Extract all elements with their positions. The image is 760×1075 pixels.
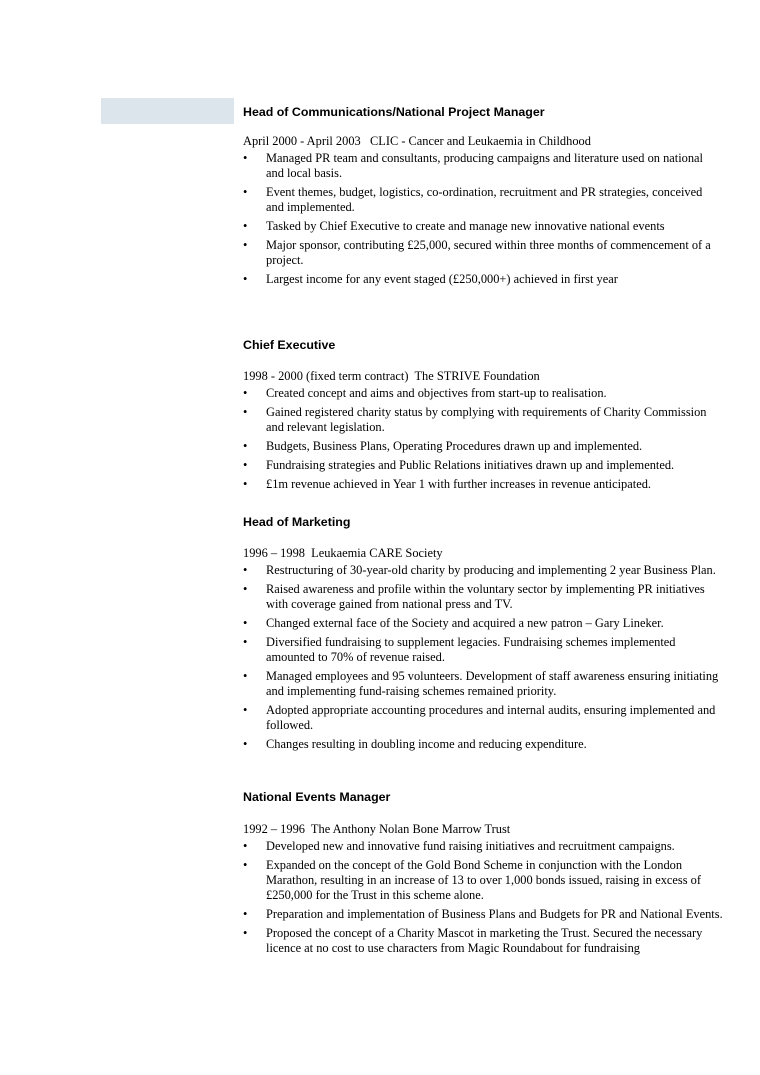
list-item: • Raised awareness and profile within the voluntary sector by implementing PR initiatives with coverage gained from national press and TV. <box>243 582 705 611</box>
job-title: National Events Manager <box>243 790 391 804</box>
list-item: • Developed new and innovative fund raising initiatives and recruitment campaigns. <box>243 839 675 853</box>
bullet-icon: • <box>243 703 248 717</box>
bullet-icon: • <box>243 737 248 751</box>
bullet-icon: • <box>243 582 248 596</box>
bullet-icon: • <box>243 839 248 853</box>
list-item: • £1m revenue achieved in Year 1 with further increases in revenue anticipated. <box>243 477 651 491</box>
bullet-icon: • <box>243 151 248 165</box>
bullet-icon: • <box>243 635 248 649</box>
section-marker-bar <box>101 98 234 124</box>
list-item: • Diversified fundraising to supplement legacies. Fundraising schemes implemented amounted to 70% of revenue raised. <box>243 635 676 664</box>
list-item: • Managed PR team and consultants, producing campaigns and literature used on national and local basis. <box>243 151 703 180</box>
list-item: • Event themes, budget, logistics, co-ordination, recruitment and PR strategies, conceived and implemented. <box>243 185 703 214</box>
bullet-list <box>243 386 723 492</box>
job-section-head-of-marketing <box>243 514 723 752</box>
list-item: • Created concept and aims and objectives from start-up to realisation. <box>243 386 607 400</box>
list-item: • Largest income for any event staged (£250,000+) achieved in first year <box>243 272 618 286</box>
bullet-list <box>243 839 723 956</box>
list-item: • Expanded on the concept of the Gold Bond Scheme in conjunction with the London Marathon, resulting in an increase of 13 to over 1,000 bonds issued, raising in excess of £250,000 for the Trust in this scheme alone. <box>243 858 701 902</box>
job-title: Chief Executive <box>243 338 336 352</box>
job-title: Head of Communications/National Project Manager <box>243 105 545 119</box>
job-title: Head of Marketing <box>243 515 351 529</box>
bullet-list <box>243 563 723 752</box>
list-item: • Restructuring of 30-year-old charity by producing and implementing 2 year Business Plan. <box>243 563 716 577</box>
list-item: • Preparation and implementation of Business Plans and Budgets for PR and National Events. <box>243 907 723 921</box>
bullet-icon: • <box>243 669 248 683</box>
bullet-icon: • <box>243 926 248 940</box>
job-dates-employer: 1992 – 1996 The Anthony Nolan Bone Marrow Trust <box>243 822 511 836</box>
job-section-head-of-communications <box>243 104 723 287</box>
list-item: • Adopted appropriate accounting procedures and internal audits, ensuring implemented and followed. <box>243 703 716 732</box>
job-section-national-events-manager <box>243 789 723 956</box>
job-dates-employer: 1996 – 1998 Leukaemia CARE Society <box>243 546 443 560</box>
bullet-icon: • <box>243 405 248 419</box>
bullet-icon: • <box>243 219 248 233</box>
bullet-icon: • <box>243 563 248 577</box>
job-dates-employer: 1998 - 2000 (fixed term contract) The STRIVE Foundation <box>243 369 540 383</box>
list-item: • Changes resulting in doubling income and reducing expenditure. <box>243 737 587 751</box>
list-item: • Budgets, Business Plans, Operating Procedures drawn up and implemented. <box>243 439 643 453</box>
bullet-icon: • <box>243 439 248 453</box>
list-item: • Managed employees and 95 volunteers. Development of staff awareness ensuring initiating and implementing fund-raising schemes remained priority. <box>243 669 719 698</box>
job-section-chief-executive <box>243 337 723 492</box>
list-item: • Fundraising strategies and Public Relations initiatives drawn up and implemented. <box>243 458 675 472</box>
job-dates-employer: April 2000 - April 2003 CLIC - Cancer and Leukaemia in Childhood <box>243 134 591 148</box>
list-item: • Major sponsor, contributing £25,000, secured within three months of commencement of a project. <box>243 238 711 267</box>
bullet-icon: • <box>243 185 248 199</box>
bullet-icon: • <box>243 907 248 921</box>
list-item: • Tasked by Chief Executive to create and manage new innovative national events <box>243 219 665 233</box>
bullet-list <box>243 151 723 287</box>
bullet-icon: • <box>243 458 248 472</box>
list-item: • Gained registered charity status by complying with requirements of Charity Commission and relevant legislation. <box>243 405 707 434</box>
bullet-icon: • <box>243 616 248 630</box>
list-item: • Proposed the concept of a Charity Mascot in marketing the Trust. Secured the necessary licence at no cost to use characters from Magic Roundabout for fundraising <box>243 926 703 955</box>
bullet-icon: • <box>243 477 248 491</box>
list-item: • Changed external face of the Society and acquired a new patron – Gary Lineker. <box>243 616 664 630</box>
bullet-icon: • <box>243 272 248 286</box>
bullet-icon: • <box>243 386 248 400</box>
bullet-icon: • <box>243 858 248 872</box>
bullet-icon: • <box>243 238 248 252</box>
